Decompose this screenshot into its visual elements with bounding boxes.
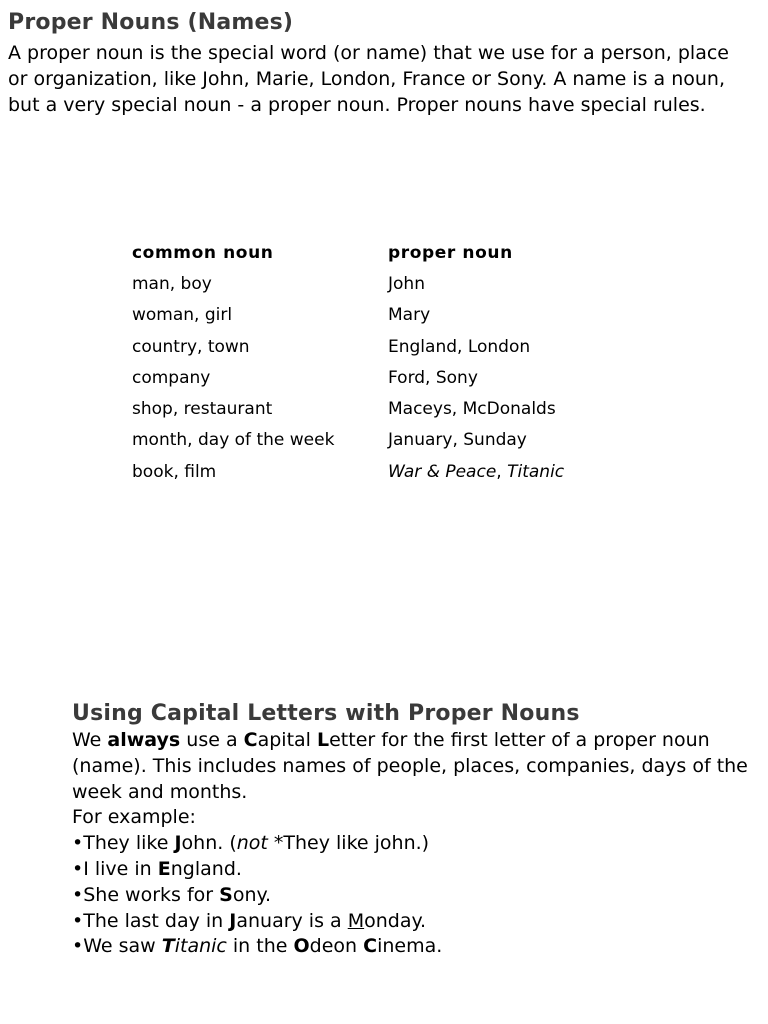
separator: , — [496, 461, 508, 482]
text-run: inema. — [377, 935, 443, 958]
text-run: ony. — [232, 883, 272, 906]
text-run: apital — [257, 729, 317, 751]
text-run: We saw — [83, 935, 162, 958]
table-row — [125, 362, 564, 393]
proper-noun-cell: Maceys, McDonalds — [388, 399, 556, 420]
header-proper-noun: proper noun — [388, 242, 513, 263]
example-item — [72, 934, 752, 960]
proper-noun-cell — [381, 456, 564, 487]
proper-noun-cell: January, Sunday — [388, 430, 527, 451]
intro-paragraph: A proper noun is the special word (or name) that we use for a person, place or organization, like John, Marie, London, France or Sony. A name is a noun, but a very special noun - a proper noun. Proper nouns have special rules. — [8, 42, 729, 116]
table-row — [125, 425, 564, 456]
proper-noun-cell: England, London — [388, 336, 531, 357]
bullet-glyph: • — [72, 935, 84, 958]
example-item — [72, 857, 752, 883]
text-run: She works for — [83, 883, 220, 906]
capital-letter: E — [157, 857, 171, 880]
text-run: use a — [180, 729, 244, 751]
proper-noun-cell: Mary — [388, 305, 431, 326]
example-item — [72, 883, 752, 909]
rule-paragraph — [72, 728, 752, 805]
bullet-glyph: • — [72, 909, 84, 932]
emphasis-not: not — [236, 832, 268, 855]
bullet-glyph: • — [72, 857, 84, 880]
table-header-row — [125, 237, 564, 268]
common-noun-cell: company — [132, 367, 211, 388]
text-run: They like — [83, 832, 175, 855]
capital-letter: S — [219, 883, 233, 906]
title-titanic: Titanic — [507, 461, 565, 482]
text-run: We — [72, 729, 108, 751]
title-war-and-peace: War & Peace — [388, 461, 497, 482]
capital-letter: L — [317, 729, 330, 751]
table-row — [125, 456, 564, 487]
table-row — [125, 331, 564, 362]
common-noun-cell: book, film — [132, 461, 217, 482]
capital-letter: J — [174, 832, 182, 855]
emphasis-always: always — [107, 729, 181, 751]
text-run: ohn. ( — [181, 832, 237, 855]
capital-letter: J — [229, 909, 237, 932]
common-noun-cell: country, town — [132, 336, 250, 357]
example-item — [72, 831, 752, 857]
header-common-noun: common noun — [132, 242, 274, 263]
text-run: deon — [309, 935, 364, 958]
bullet-glyph: • — [72, 883, 84, 906]
section-title-proper-nouns: Proper Nouns (Names) — [8, 10, 294, 35]
text-run: etter for the first letter of a proper noun (name). This includes names of people, places, companies, days of the week and months. — [72, 729, 748, 803]
underlined-letter: M — [347, 909, 365, 932]
capital-letter: C — [363, 935, 378, 958]
text-run: *They like john.) — [267, 832, 430, 855]
proper-noun-cell: Ford, Sony — [388, 367, 478, 388]
proper-noun-cell: John — [388, 273, 425, 294]
text-run: The last day in — [83, 909, 230, 932]
common-noun-cell: month, day of the week — [132, 430, 335, 451]
common-noun-cell: woman, girl — [132, 305, 233, 326]
for-example-label: For example: — [72, 806, 196, 829]
capital-letters-section — [72, 728, 752, 960]
table-row — [125, 268, 564, 299]
bullet-glyph: • — [72, 832, 84, 855]
table-row — [125, 300, 564, 331]
common-noun-cell: shop, restaurant — [132, 399, 273, 420]
capital-letter: O — [293, 935, 310, 958]
text-run: in the — [226, 935, 294, 958]
italic-title: itanic — [174, 935, 227, 958]
text-run: anuary is a — [236, 909, 348, 932]
capital-letter: C — [243, 729, 258, 751]
text-run: I live in — [83, 857, 158, 880]
example-item — [72, 909, 752, 935]
table-row — [125, 393, 564, 424]
text-run: onday. — [364, 909, 427, 932]
text-run: ngland. — [170, 857, 242, 880]
capital-letter: T — [161, 935, 175, 958]
nouns-table — [125, 237, 564, 487]
section-title-capital-letters: Using Capital Letters with Proper Nouns — [72, 701, 580, 726]
common-noun-cell: man, boy — [132, 273, 212, 294]
